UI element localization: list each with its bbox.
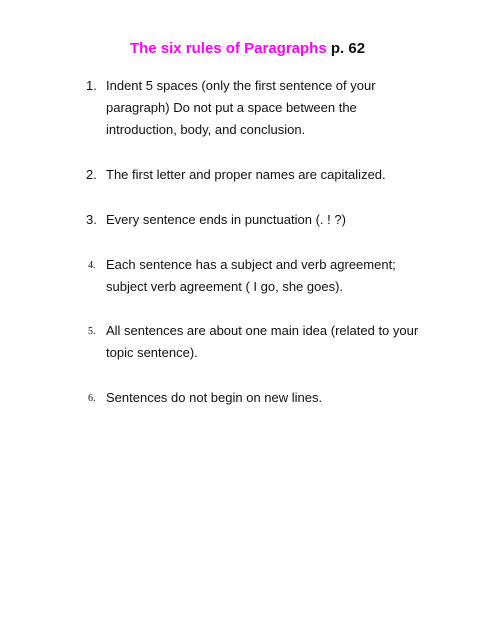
title-main: The six rules of Paragraphs — [129, 40, 327, 57]
rule-text — [106, 209, 436, 231]
rule-number: 6. — [88, 393, 96, 404]
rule-line: subject verb agreement ( I go, she goes). — [106, 279, 344, 294]
rule-line: Sentences do not begin on new lines. — [106, 390, 323, 405]
rule-line: Each sentence has a subject and verb agreement; — [106, 257, 396, 272]
rule-line: All sentences are about one main idea (related to your — [106, 323, 419, 338]
rule-line: topic sentence). — [106, 345, 198, 360]
rule-text — [106, 164, 436, 186]
rule-number: 3. — [86, 212, 97, 227]
rule-line: Indent 5 spaces (only the first sentence of your — [106, 78, 376, 93]
rule-number: 5. — [88, 326, 96, 337]
title-page-reference: p. 62 — [330, 40, 366, 57]
rule-line: Every sentence ends in punctuation (. ! ?) — [106, 212, 346, 227]
rule-line: The first letter and proper names are capitalized. — [106, 167, 386, 182]
rule-text — [106, 75, 436, 141]
page-title — [0, 39, 495, 59]
rule-text — [106, 254, 436, 298]
rule-number: 4. — [88, 260, 96, 271]
rule-text — [106, 320, 436, 364]
rule-line: paragraph) Do not put a space between the — [106, 100, 357, 115]
rule-line: introduction, body, and conclusion. — [106, 122, 306, 137]
rule-text — [106, 387, 436, 409]
rule-number: 1. — [86, 78, 97, 93]
rule-number: 2. — [86, 167, 97, 182]
